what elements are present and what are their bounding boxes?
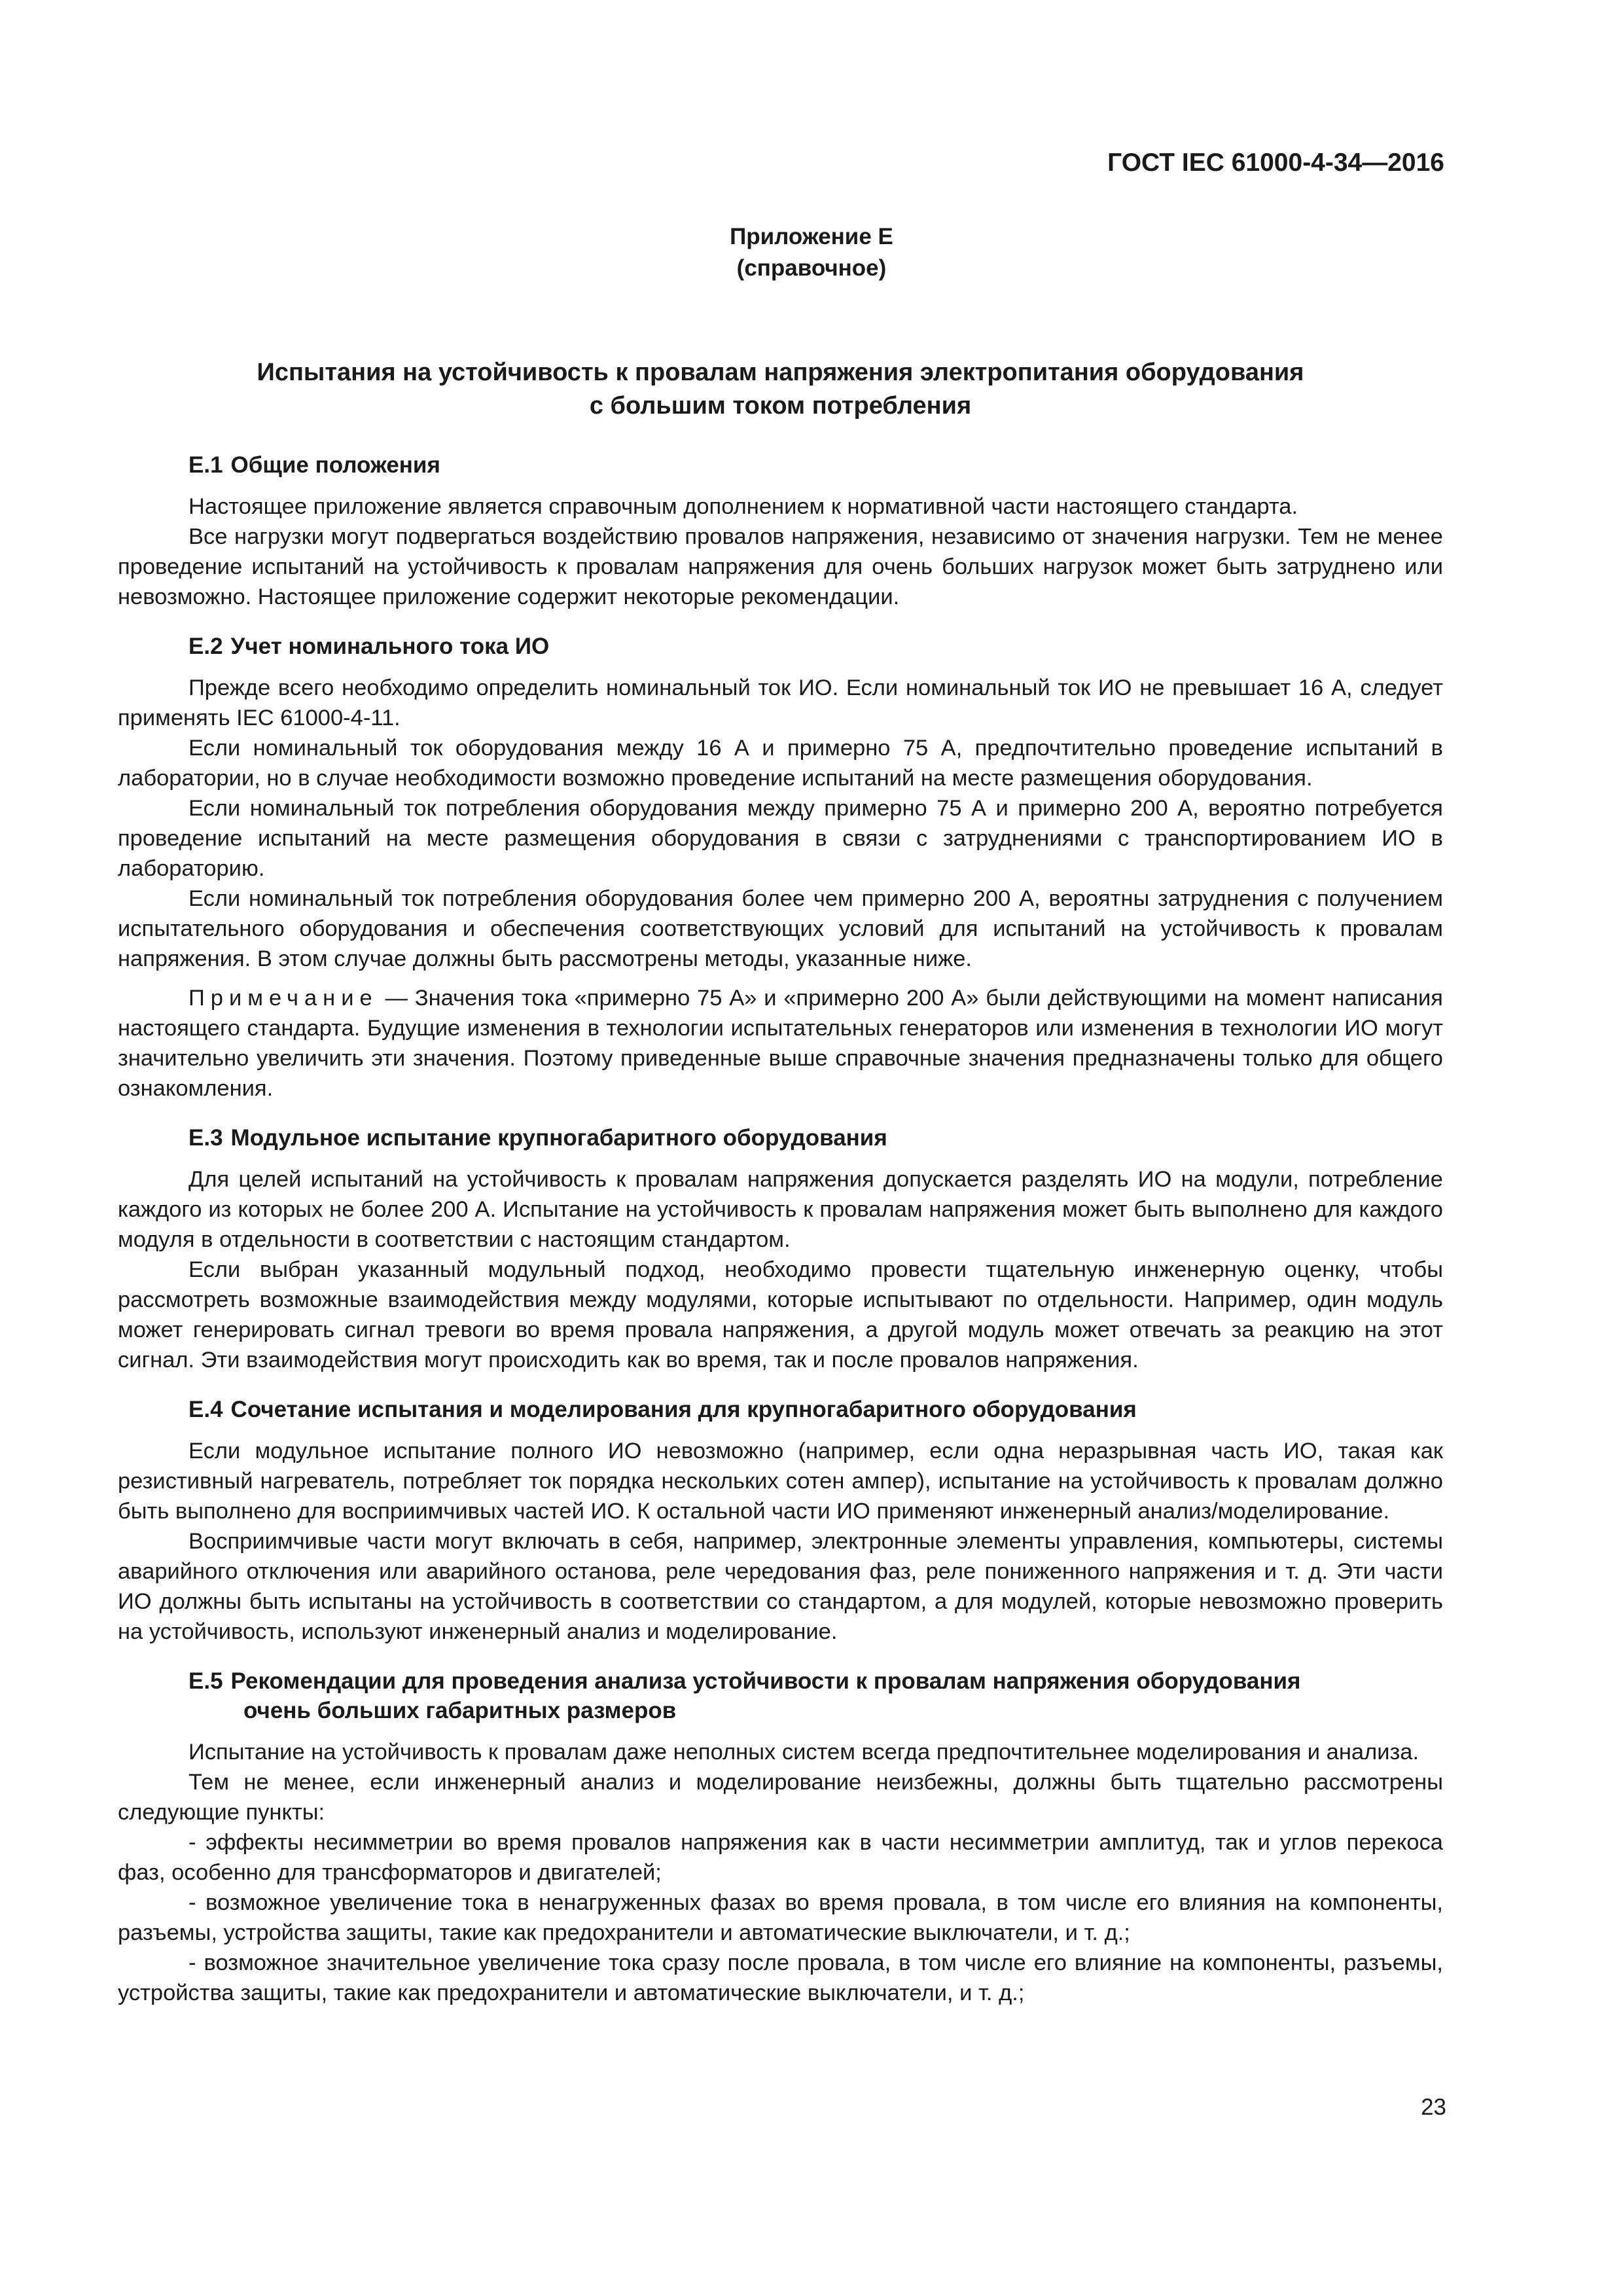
appendix-type: (справочное) xyxy=(736,255,887,281)
section-e1-heading xyxy=(118,450,1443,480)
list-item: - возможное значительное увеличение тока сразу после провала, в том числе его влияние на компоненты, разъемы, устройства защиты, такие как предохранители и автоматические выключатели, и т. д.; xyxy=(118,1950,1443,2005)
appendix-heading xyxy=(180,221,1443,284)
paragraph: Если номинальный ток потребления оборудования более чем примерно 200 А, вероятны затруднения с получением испытательного оборудования и обеспечения соответствующих условий для испытаний на устойчивость к провалам напряжения. В этом случае должны быть рассмотрены методы, указанные ниже. xyxy=(118,886,1443,971)
section-e3-heading xyxy=(118,1123,1443,1153)
note-text: — Значения тока «примерно 75 А» и «примерно 200 А» были действующими на момент написания настоящего стандарта. Будущие изменения в технологии испытательных генераторов или изменения в технологии ИО могут значительно увеличить эти значения. Поэтому приведенные выше справочные значения предназначены только для общего ознакомления. xyxy=(118,986,1443,1101)
standard-designation: ГОСТ IEC 61000-4-34—2016 xyxy=(1107,149,1444,177)
section-title: Сочетание испытания и моделирования для крупногабаритного оборудования xyxy=(230,1397,1137,1422)
section-number: E.4 xyxy=(188,1397,223,1422)
paragraph: Восприимчивые части могут включать в себя, например, электронные элементы управления, компьютеры, системы аварийного отключения или аварийного останова, реле чередования фаз, реле пониженного напряжения и т. д. Эти части ИО должны быть испытаны на устойчивость в соответствии со стандартом, а для модулей, которые невозможно проверить на устойчивость, используют инженерный анализ и моделирование. xyxy=(118,1529,1443,1644)
appendix-title-line2: с большим током потребления xyxy=(589,392,972,420)
note-label: Примечание xyxy=(188,986,378,1011)
paragraph: Если номинальный ток потребления оборудования между примерно 75 А и примерно 200 А, вероятно потребуется проведение испытаний на месте размещения оборудования в связи с затруднениями с транспортированием ИО в лабораторию. xyxy=(118,796,1443,881)
paragraph: Настоящее приложение является справочным дополнением к нормативной части настоящего стандарта. xyxy=(188,494,1298,519)
paragraph: Тем не менее, если инженерный анализ и моделирование неизбежны, должны быть тщательно рассмотрены следующие пункты: xyxy=(118,1770,1443,1825)
section-title-line1: Рекомендации для проведения анализа устойчивости к провалам напряжения оборудования xyxy=(230,1668,1301,1694)
paragraph: Если номинальный ток оборудования между 16 А и примерно 75 А, предпочтительно проведение испытаний в лаборатории, но в случае необходимости возможно проведение испытаний на месте размещения оборудования. xyxy=(118,736,1443,791)
section-number: E.1 xyxy=(188,452,223,478)
section-title: Общие положения xyxy=(230,452,440,478)
document-page xyxy=(118,147,1443,2008)
paragraph: Все нагрузки могут подвергаться воздействию провалов напряжения, независимо от значения нагрузки. Тем не менее проведение испытаний на устойчивость к провалам напряжения для очень больших нагрузок может быть затруднено или невозможно. Настоящее приложение содержит некоторые рекомендации. xyxy=(118,524,1443,609)
appendix-title xyxy=(118,356,1443,423)
appendix-label: Приложение E xyxy=(730,224,893,249)
section-number: E.5 xyxy=(188,1668,223,1694)
section-title: Учет номинального тока ИО xyxy=(230,634,550,659)
section-number: E.2 xyxy=(188,634,223,659)
appendix-title-line1: Испытания на устойчивость к провалам напряжения электропитания оборудования xyxy=(257,359,1304,386)
note-paragraph xyxy=(118,983,1443,1103)
paragraph: Если модульное испытание полного ИО невозможно (например, если одна неразрывная часть ИО, такая как резистивный нагреватель, потребляет ток порядка нескольких сотен ампер), испытание на устойчивость к провалам должно быть выполнено для восприимчивых частей ИО. К остальной части ИО применяют инженерный анализ/моделирование. xyxy=(118,1439,1443,1524)
paragraph: Испытание на устойчивость к провалам даже неполных систем всегда предпочтительнее моделирования и анализа. xyxy=(188,1740,1419,1765)
paragraph: Для целей испытаний на устойчивость к провалам напряжения допускается разделять ИО на модули, потребление каждого из которых не более 200 А. Испытание на устойчивость к провалам напряжения может быть выполнено для каждого модуля в отдельности в соответствии с настоящим стандартом. xyxy=(118,1167,1443,1252)
section-e4-heading xyxy=(118,1395,1443,1424)
section-number: E.3 xyxy=(188,1125,223,1151)
page-number: 23 xyxy=(1421,2094,1446,2120)
paragraph: Если выбран указанный модульный подход, необходимо провести тщательную инженерную оценку, чтобы рассмотреть возможные взаимодействия между модулями, которые испытывают по отдельности. Например, один модуль может генерировать сигнал тревоги во время провала напряжения, а другой модуль может отвечать за реакцию на этот сигнал. Эти взаимодействия могут происходить как во время, так и после провалов напряжения. xyxy=(118,1257,1443,1372)
list-item: - возможное увеличение тока в ненагруженных фазах во время провала, в том числе его влияния на компоненты, разъемы, устройства защиты, такие как предохранители и автоматические выключатели, и т. д.; xyxy=(118,1890,1443,1945)
section-e2-heading xyxy=(118,632,1443,661)
list-item: - эффекты несимметрии во время провалов напряжения как в части несимметрии амплитуд, так и углов перекоса фаз, особенно для трансформаторов и двигателей; xyxy=(118,1830,1443,1885)
section-e5-heading xyxy=(118,1666,1443,1725)
section-title: Модульное испытание крупногабаритного оборудования xyxy=(230,1125,887,1151)
paragraph: Прежде всего необходимо определить номинальный ток ИО. Если номинальный ток ИО не превышает 16 А, следует применять IEC 61000-4-11. xyxy=(118,675,1443,730)
section-title-line2: очень больших габаритных размеров xyxy=(243,1698,677,1723)
